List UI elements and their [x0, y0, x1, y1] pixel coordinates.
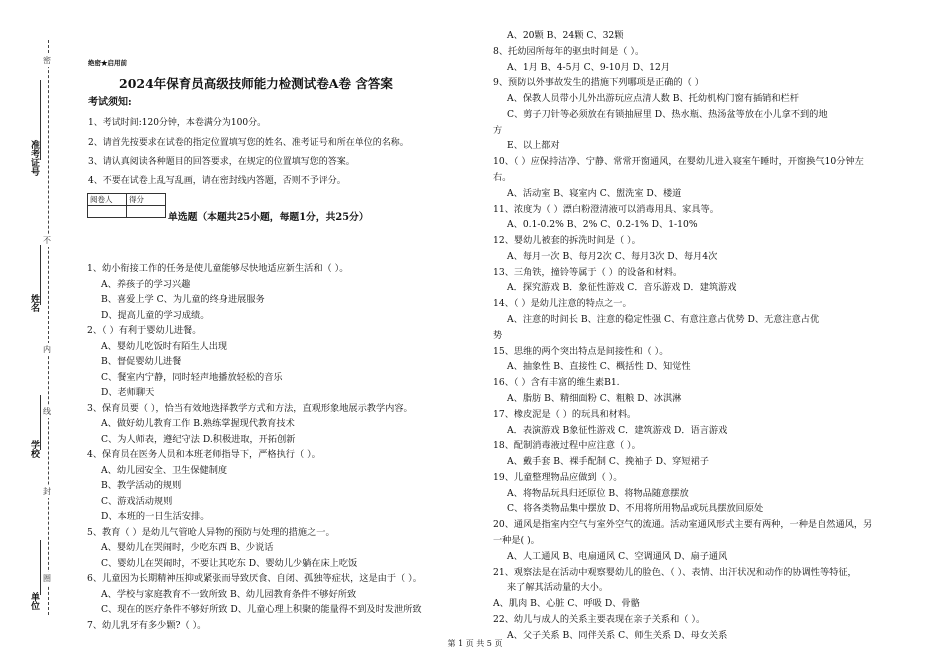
- question-line: 5、教育（ ）是幼儿气管呛人异物的预防与处理的措施之一。: [87, 526, 335, 538]
- question-line: A、父子关系 B、同伴关系 C、师生关系 D、母女关系: [507, 629, 728, 641]
- question-line: 4、保育员在医务人员和本班老师指导下，严格执行（ ）。: [87, 449, 321, 460]
- question-line: 10、（ ）应保持洁净、宁静、常常开窗通风，在婴幼儿进入寝室午睡时，开窗换气10分钟左: [493, 156, 864, 168]
- question-line: A．探究游戏 B．象征性游戏 C．音乐游戏 D．建筑游戏: [507, 282, 737, 294]
- question-line: C、为人师表，遵纪守法 D.积极进取，开拓创新: [101, 433, 296, 445]
- seal-line: [48, 40, 49, 615]
- question-line: A、将物品玩具归还原位 B、将物品随意摆放: [507, 487, 689, 499]
- question-line: A、幼儿园安全、卫生保健制度: [101, 464, 228, 476]
- label-name: 姓名: [29, 294, 39, 312]
- notice-item: 2、请首先按要求在试卷的指定位置填写您的姓名、准考证号和所在单位的名称。: [88, 138, 409, 148]
- score-box: [87, 193, 166, 218]
- notice-item: 1、考试时间:120分钟，本卷满分为100分。: [88, 118, 267, 128]
- question-line: 9、预防以外事故发生的措施下列哪项是正确的（ ）: [493, 77, 704, 89]
- question-line: A、20颗 B、24颗 C、32颗: [507, 30, 624, 41]
- seal-char: 内: [43, 345, 51, 354]
- question-line: A、做好幼儿教育工作 B.熟练掌握现代教育技术: [101, 418, 295, 429]
- question-line: A、戴手套 B、裸手配制 C、挽袖子 D、穿短裙子: [507, 456, 709, 468]
- question-line: A．表演游戏 B象征性游戏 C．建筑游戏 D．语言游戏: [507, 424, 728, 436]
- question-line: A、学校与家庭教育不一致所致 B、幼儿园教育条件不够好所致: [101, 588, 357, 600]
- label-unit: 单位: [29, 592, 39, 610]
- question-line: B、督促婴幼儿进餐: [101, 356, 182, 367]
- seal-char: 圈: [43, 574, 51, 583]
- question-line: E、以上都对: [507, 140, 560, 152]
- question-line: 19、儿童整理物品应做到（ ）。: [493, 471, 623, 483]
- question-line: A、活动室 B、寝室内 C、盥洗室 D、楼道: [507, 187, 682, 199]
- question-line: 方: [493, 124, 503, 136]
- reviewer-cell: 阅卷人: [88, 194, 127, 206]
- seal-char: 密: [43, 56, 51, 65]
- question-line: A、肌肉 B、心脏 C、呼吸 D、骨骼: [493, 598, 640, 610]
- question-line: 右。: [493, 172, 512, 184]
- question-line: 15、思维的两个突出特点是间接性和（ ）。: [493, 345, 669, 357]
- question-line: A、注意的时间长 B、注意的稳定性强 C、有意注意占优势 D、无意注意占优: [507, 314, 820, 326]
- question-line: 一种是( )。: [493, 534, 540, 546]
- question-line: 12、婴幼儿被套的拆洗时间是（ ）。: [493, 235, 641, 247]
- question-line: 7、幼儿乳牙有多少颗?（ ）。: [87, 619, 207, 631]
- question-line: A、每月一次 B、每月2次 C、每月3次 D、每月4次: [507, 250, 718, 262]
- page-footer: 第 1 页 共 5 页: [447, 639, 503, 648]
- section-title: 单选题（本题共25小题，每题1分，共25分）: [168, 212, 369, 223]
- question-line: D、提高儿童的学习成绩。: [101, 309, 210, 321]
- question-line: C、将各类物品集中摆放 D、不用将所用物品或玩具摆放回原处: [507, 503, 764, 515]
- question-line: 势: [493, 329, 503, 341]
- notice-item: 4、不要在试卷上乱写乱画，请在密封线内答题，否则不予评分。: [88, 176, 346, 186]
- seal-char: 不: [43, 236, 51, 245]
- question-line: A、婴幼儿吃饭时有陌生人出现: [101, 340, 228, 352]
- score-cell: 得分: [127, 194, 166, 206]
- notice-heading: 考试须知:: [88, 97, 132, 108]
- question-line: C、婴幼儿在哭闹时，不要让其吃东 D、婴幼儿少躺在床上吃饭: [101, 557, 358, 569]
- question-line: 16、（ ）含有丰富的维生素B1.: [493, 377, 620, 389]
- secret-mark: 绝密★启用前: [88, 59, 127, 67]
- question-line: 来了解其活动量的大小。: [507, 582, 609, 594]
- question-line: A、0.1-0.2% B、2% C、0.2-1% D、1-10%: [507, 219, 698, 231]
- question-line: D、老师聊天: [101, 387, 155, 398]
- question-line: B、教学活动的规则: [101, 480, 182, 491]
- question-line: 22、幼儿与成人的关系主要表现在亲子关系和（ ）。: [493, 613, 706, 625]
- question-line: C、现在的医疗条件不够好所致 D、儿童心理上积聚的能量得不到及时发泄所致: [101, 604, 422, 615]
- question-line: 21、观察法是在活动中观察婴幼儿的脸色、（ ）、表情、出汗状况和动作的协调性等特征，: [493, 566, 857, 578]
- exam-page: [85, 0, 935, 671]
- question-line: A、脂肪 B、精细面粉 C、粗粮 D、冰淇淋: [507, 392, 682, 404]
- question-line: A、人工通风 B、电扇通风 C、空调通风 D、扇子通风: [507, 550, 728, 562]
- question-line: A、抽象性 B、直接性 C、概括性 D、知觉性: [507, 361, 691, 373]
- question-line: C、剪子刀针等必须放在有锁抽屉里 D、热水瓶、热汤盆等放在小儿拿不到的地: [507, 108, 828, 120]
- notice-item: 3、请认真阅读各种题目的回答要求，在规定的位置填写您的答案。: [88, 157, 355, 167]
- question-line: 8、托幼园所每年的驱虫时间是（ ）。: [493, 45, 645, 57]
- question-line: B、喜爱上学 C、为儿童的终身进展服务: [101, 294, 265, 305]
- question-line: 14、（ ）是幼儿注意的特点之一。: [493, 298, 632, 310]
- question-line: 3、保育员要（ ），恰当有效地选择教学方式和方法，直观形象地展示教学内容。: [87, 402, 413, 414]
- question-line: C、游戏活动规则: [101, 495, 173, 507]
- question-line: 18、配制消毒液过程中应注意（ ）。: [493, 440, 641, 452]
- question-line: 20、通风是指室内空气与室外空气的流通。活动室通风形式主要有两种，一种是自然通风，另: [493, 519, 873, 531]
- question-line: 17、橡皮泥是（ ）的玩具和材料。: [493, 408, 637, 420]
- question-line: 13、三角铁，撞铃等属于（ ）的设备和材料。: [493, 266, 683, 278]
- question-line: 6、儿童因为长期精神压抑或紧张而导致厌食、自闭、孤独等症状，这是由于（ ）。: [87, 573, 422, 584]
- question-line: A、保教人员带小儿外出游玩应点清人数 B、托幼机构门窗有插销和栏杆: [507, 93, 799, 105]
- question-line: 2、（ ）有利于婴幼儿进餐。: [87, 325, 202, 336]
- question-line: A、养孩子的学习兴趣: [101, 278, 191, 290]
- question-line: C、餐室内宁静，同时轻声地播放轻松的音乐: [101, 371, 283, 383]
- reviewer-input-cell[interactable]: [88, 206, 127, 218]
- question-line: 11、浓度为（ ）漂白粉澄清液可以消毒用具、家具等。: [493, 203, 719, 215]
- fill-line-unit[interactable]: [40, 540, 41, 595]
- question-line: A、婴幼儿在哭闹时，少吃东西 B、少说话: [101, 542, 274, 553]
- score-input-cell[interactable]: [127, 206, 166, 218]
- question-line: A、1月 B、4-5月 C、9-10月 D、12月: [507, 61, 671, 73]
- label-exam-id: 准考证号: [29, 140, 39, 176]
- page-title: 2024年保育员高级技师能力检测试卷A卷 含答案: [119, 76, 393, 91]
- seal-char: 线: [43, 407, 51, 416]
- question-line: 1、幼小衔接工作的任务是使儿童能够尽快地适应新生活和（ ）。: [87, 263, 349, 274]
- binding-strip: [0, 0, 60, 671]
- question-line: D、本班的一日生活安排。: [101, 511, 210, 522]
- seal-char: 封: [43, 487, 51, 496]
- label-school: 学校: [29, 440, 39, 458]
